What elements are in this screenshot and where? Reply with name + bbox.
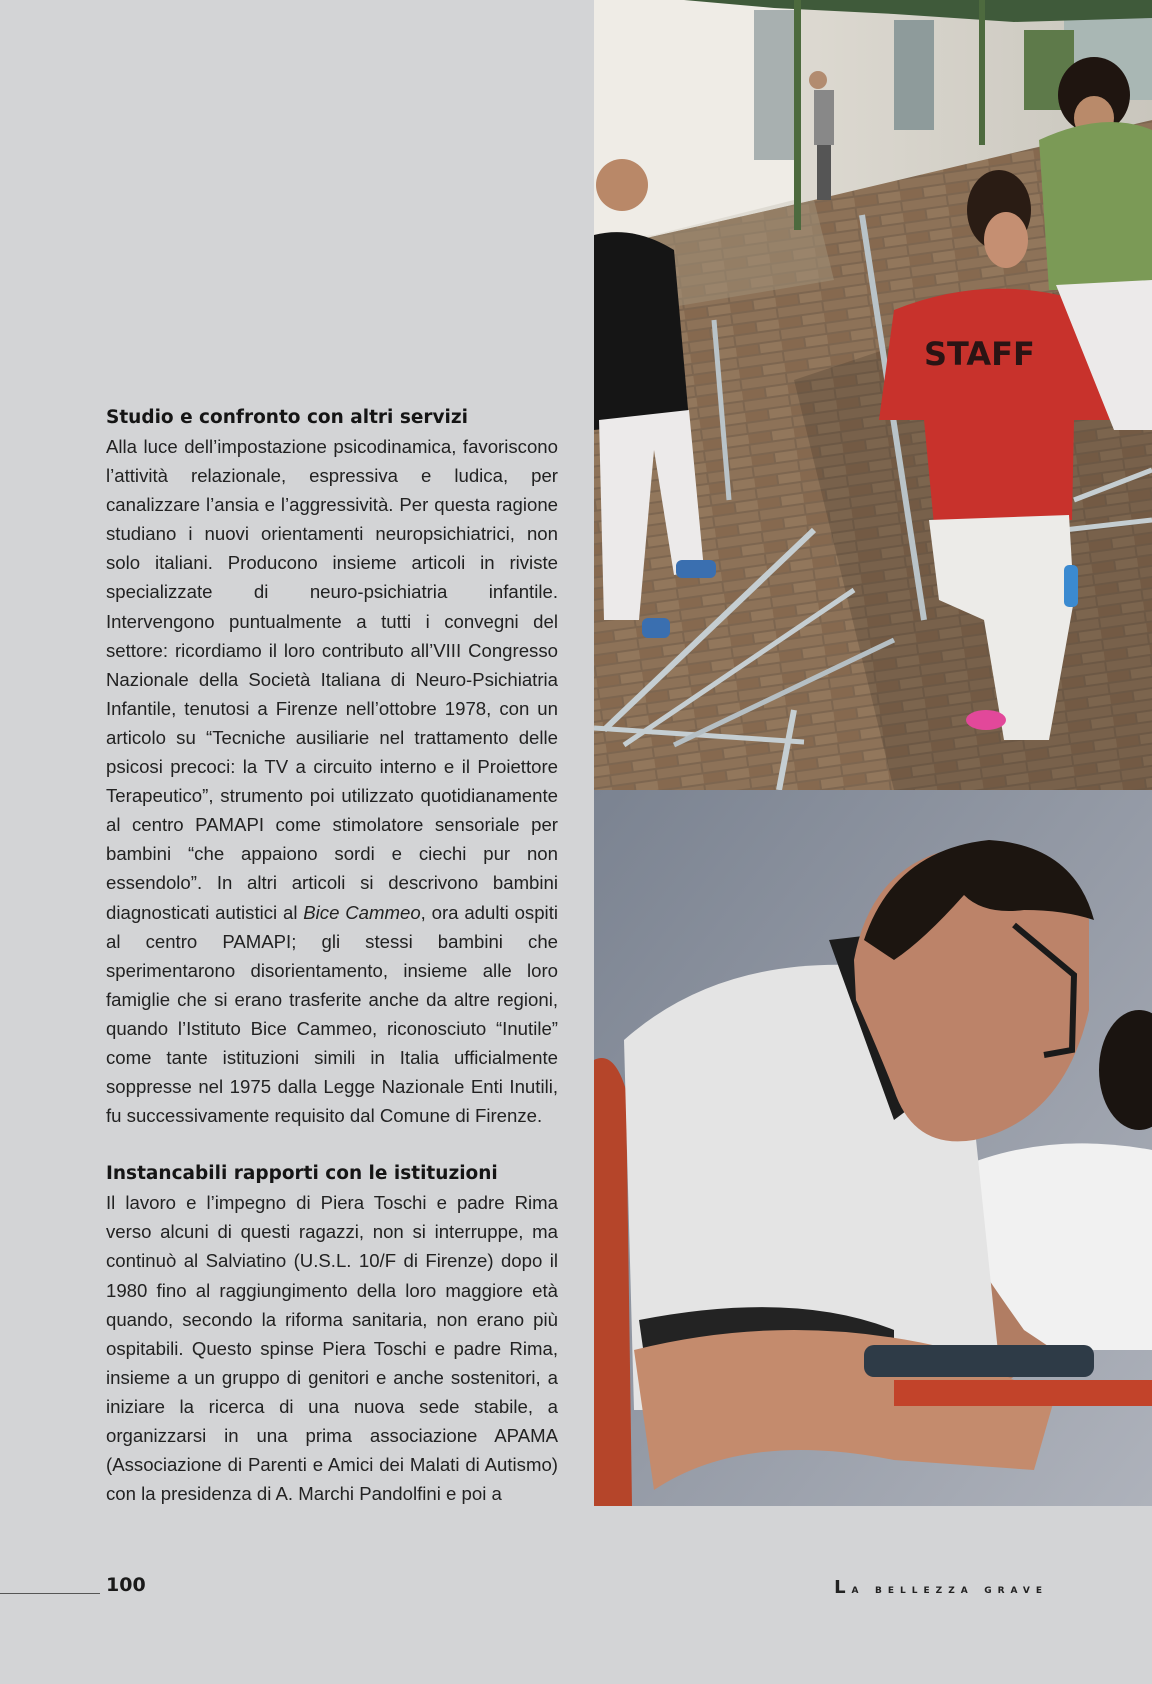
photo-man-wheelchair [594,790,1152,1506]
running-title-initial: L [834,1577,852,1598]
running-title [834,1577,1048,1598]
page-number: 100 [106,1574,146,1596]
courtyard-photo-illustration [594,0,1152,790]
section-paragraph: Il lavoro e l’impegno di Piera Toschi e padre Rima verso alcuni di questi ragazzi, non si interruppe, ma continuò al Salviatino (U.S.L. 10/F di Firenze) dopo il 1980 fino al raggiungimento della loro maggiore età quando, secondo la riforma sanitaria, non erano più ospitabili. Questo spinse Piera Toschi e padre Rima, insieme a un gruppo di genitori e anche sostenitori, a iniziare la ricerca di una nuova sede stabile, a organizzarsi in una prima associazione APAMA (Associazione di Parenti e Amici dei Malati di Autismo) con la presidenza di A. Marchi Pandolfini e poi a [106,1192,558,1505]
photo-courtyard-staff [594,0,1152,790]
paragraph-text: , ora adulti ospiti al centro PAMAPI; gli stessi bambini che sperimentarono disorientamento, insieme alle loro famiglie che si erano trasferite anche da altre regioni, quando l’Istituto Bice Cammeo, riconosciuto “Inutile” come tante istituzioni simili in Italia ufficialmente soppresse nel 1975 dalla Legge Nazionale Enti Inutili, fu successivamente requisito dal Comune di Firenze. [106,901,558,1127]
footer-rule [0,1593,100,1594]
section-heading: Instancabili rapporti con le istituzioni [106,1163,498,1185]
wheelchair-photo-illustration [594,790,1152,1506]
section-heading: Studio e confronto con altri servizi [106,407,469,428]
section-paragraph [106,432,558,1130]
staff-shirt-text: STAFF [924,335,1035,373]
paragraph-text: Alla luce dell’impostazione psicodinamica, favoriscono l’attività relazionale, espressiva e ludica, per canalizzare l’ansia e l’aggressività. Per questa ragione studiano i nuovi orientamenti neuropsichiatrici, non solo italiani. Producono insieme articoli in riviste specializzate di neuro-psichiatria infantile. Intervengono puntualmente a tutti i convegni del settore: ricordiamo il loro contributo all’VIII Congresso Nazionale della Società Italiana di Neuro-Psichiatria Infantile, tenutosi a Firenze nell’ottobre 1978, con un articolo su “Tecniche ausiliarie nel trattamento delle psicosi precoci: la TV a circuito interno e il Proiettore Terapeutico”, strumento poi utilizzato quotidianamente al centro PAMAPI come stimolatore sensoriale per bambini “che appaiono sordi e ciechi pur non essendolo”. In altri articoli si descrivono bambini diagnosticati autistici al [106,436,558,923]
italic-name: Bice Cammeo [303,901,421,923]
running-title-rest: a bellezza grave [851,1582,1048,1597]
article-text-column [106,403,558,1508]
